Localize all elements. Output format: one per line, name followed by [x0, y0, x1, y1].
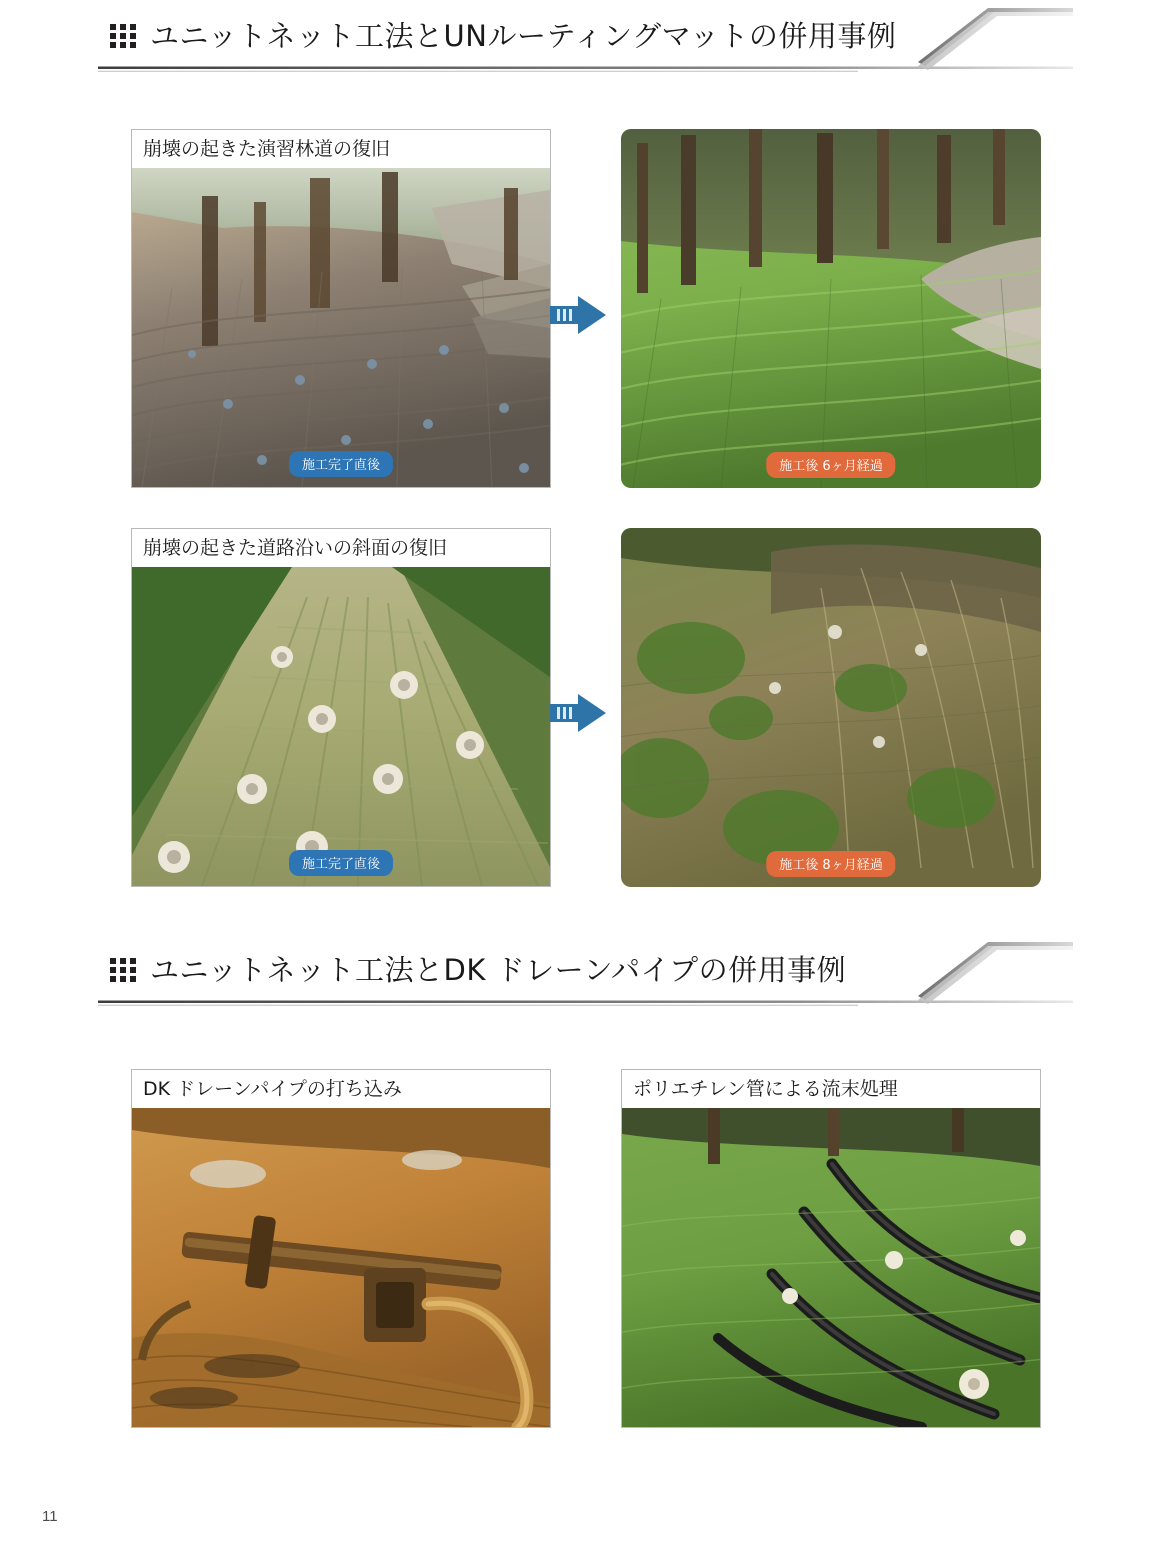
- photo-forest-road-before: [132, 168, 550, 487]
- photo-roadside-slope-before: [132, 567, 550, 886]
- photo-badge: 施工完了直後: [289, 451, 393, 477]
- photo-polyethylene-outlet: [622, 1108, 1040, 1427]
- right-arrow-icon: [548, 690, 620, 736]
- photo-artwork: [622, 1108, 1040, 1427]
- section-title: ユニットネット工法とUNルーティングマットの併用事例: [150, 19, 897, 53]
- photo-artwork: [132, 567, 550, 886]
- photo-artwork: [132, 168, 550, 487]
- card-roadside-slope: [131, 528, 551, 887]
- card-polyethylene-outlet: [621, 1069, 1041, 1428]
- photo-badge: 施工後 8ヶ月経過: [766, 851, 895, 877]
- card-forest-road-after: [621, 129, 1041, 488]
- section-title: ユニットネット工法とDK ドレーンパイプの併用事例: [150, 953, 847, 987]
- card-drain-pipe-driving: [131, 1069, 551, 1428]
- section-heading-dk-drain-pipe: [98, 942, 1073, 1014]
- grid-dots-icon: [110, 958, 140, 982]
- photo-badge: 施工後 6ヶ月経過: [766, 452, 895, 478]
- photo-artwork: [621, 528, 1041, 887]
- heading-ribbon: [798, 934, 1073, 1006]
- grid-dots-icon: [110, 24, 140, 48]
- right-arrow-icon: [548, 292, 620, 338]
- card-caption: DK ドレーンパイプの打ち込み: [132, 1070, 550, 1108]
- photo-artwork: [621, 129, 1041, 488]
- card-caption: 崩壊の起きた道路沿いの斜面の復旧: [132, 529, 550, 567]
- card-caption: 崩壊の起きた演習林道の復旧: [132, 130, 550, 168]
- section-heading-un-rooting-mat: [98, 8, 1073, 80]
- card-forest-road: [131, 129, 551, 488]
- page-number: 11: [42, 1508, 58, 1525]
- card-roadside-slope-after: [621, 528, 1041, 887]
- heading-ribbon: [798, 0, 1073, 72]
- card-caption: ポリエチレン管による流末処理: [622, 1070, 1040, 1108]
- photo-artwork: [132, 1108, 550, 1427]
- photo-drain-pipe-driving: [132, 1108, 550, 1427]
- photo-badge: 施工完了直後: [289, 850, 393, 876]
